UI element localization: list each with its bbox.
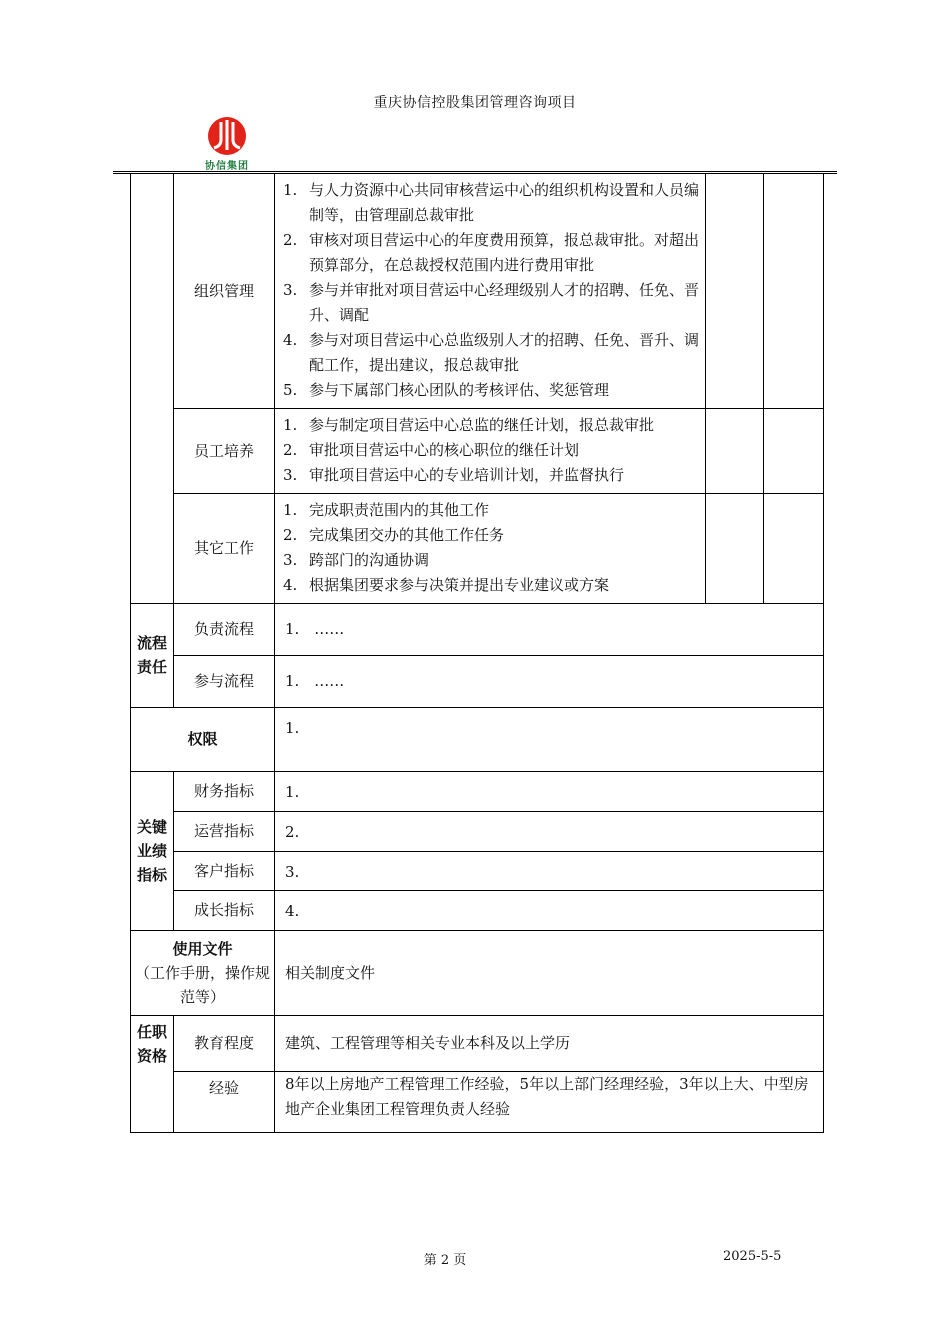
process-row [131, 603, 824, 655]
documents-label: 使用文件 [172, 939, 233, 958]
kpi-category: 关键 业绩 指标 [131, 771, 174, 930]
list-item: 2. 审核对项目营运中心的年度费用预算，报总裁审批。对超出预算部分，在总裁授权范围内进行费用审批 [283, 231, 700, 275]
process-category: 流程 责任 [131, 603, 174, 707]
kpi-label: 客户指标 [174, 851, 275, 890]
list-item: 4. 参与对项目营运中心总监级别人才的招聘、任免、晋升、调配工作，提出建议，报总裁审批 [283, 331, 700, 375]
empty-cell [764, 174, 824, 408]
empty-cell [706, 174, 764, 408]
job-description-table [130, 174, 824, 1133]
qualification-value: 建筑、工程管理等相关专业本科及以上学历 [275, 1015, 824, 1071]
header-rule [113, 171, 837, 172]
list-item: 3. 跨部门的沟通协调 [283, 551, 430, 569]
kpi-row [131, 890, 824, 930]
empty-cell [764, 493, 824, 603]
header-title: 重庆协信控股集团管理咨询项目 [373, 95, 577, 111]
empty-cell [706, 493, 764, 603]
duty-content [275, 408, 706, 493]
process-label: 参与流程 [174, 655, 275, 707]
process-label: 负责流程 [174, 603, 275, 655]
kpi-value: 2. [275, 811, 824, 851]
process-value: 1. …… [275, 603, 824, 655]
list-item: 2. 审批项目营运中心的核心职位的继任计划 [283, 441, 580, 459]
list-item: 3. 参与并审批对项目营运中心经理级别人才的招聘、任免、晋升、调配 [283, 281, 700, 325]
duty-label: 员工培养 [174, 408, 275, 493]
company-logo [195, 116, 259, 170]
kpi-row [131, 771, 824, 811]
footer-date: 2025-5-5 [723, 1249, 782, 1264]
duty-content [275, 174, 706, 408]
duty-label: 其它工作 [174, 493, 275, 603]
kpi-label: 财务指标 [174, 771, 275, 811]
authority-label: 权限 [131, 707, 275, 771]
documents-sublabel: （工作手册，操作规范等） [135, 963, 271, 1006]
qualification-row [131, 1071, 824, 1132]
qualification-row [131, 1015, 824, 1071]
kpi-value: 4. [275, 890, 824, 930]
kpi-row [131, 811, 824, 851]
kpi-label: 成长指标 [174, 890, 275, 930]
list-item: 1. 完成职责范围内的其他工作 [283, 501, 490, 519]
duty-row [131, 408, 824, 493]
process-row [131, 655, 824, 707]
qualification-category: 任职 资格 [131, 1015, 174, 1132]
duty-row [131, 493, 824, 603]
process-value: 1. …… [275, 655, 824, 707]
list-item: 5. 参与下属部门核心团队的考核评估、奖惩管理 [283, 381, 610, 400]
qualification-label: 经验 [174, 1071, 275, 1132]
company-logo-icon [205, 116, 249, 156]
list-item: 3. 审批项目营运中心的专业培训计划，并监督执行 [283, 466, 625, 484]
kpi-row [131, 851, 824, 890]
documents-label-cell [131, 930, 275, 1015]
duty-content [275, 493, 706, 603]
list-item: 4. 根据集团要求参与决策并提出专业建议或方案 [283, 576, 610, 594]
duties-category-cell [131, 174, 174, 603]
list-item: 1. 与人力资源中心共同审核营运中心的组织机构设置和人员编制等，由管理副总裁审批 [283, 181, 700, 225]
authority-row [131, 707, 824, 771]
qualification-label: 教育程度 [174, 1015, 275, 1071]
empty-cell [764, 408, 824, 493]
page-number: 第 2 页 [423, 1253, 467, 1268]
documents-row [131, 930, 824, 1015]
documents-value: 相关制度文件 [275, 930, 824, 1015]
empty-cell [706, 408, 764, 493]
qualification-value: 8年以上房地产工程管理工作经验，5年以上部门经理经验，3年以上大、中型房地产企业集团工程管理负责人经验 [275, 1071, 824, 1132]
kpi-label: 运营指标 [174, 811, 275, 851]
logo-text: 协信集团 [205, 161, 249, 172]
kpi-value: 3. [275, 851, 824, 890]
list-item: 2. 完成集团交办的其他工作任务 [283, 526, 505, 544]
authority-value: 1. [275, 707, 824, 771]
list-item: 1. 参与制定项目营运中心总监的继任计划，报总裁审批 [283, 416, 655, 434]
duty-label: 组织管理 [174, 174, 275, 408]
duty-row [131, 174, 824, 408]
kpi-value: 1. [275, 771, 824, 811]
